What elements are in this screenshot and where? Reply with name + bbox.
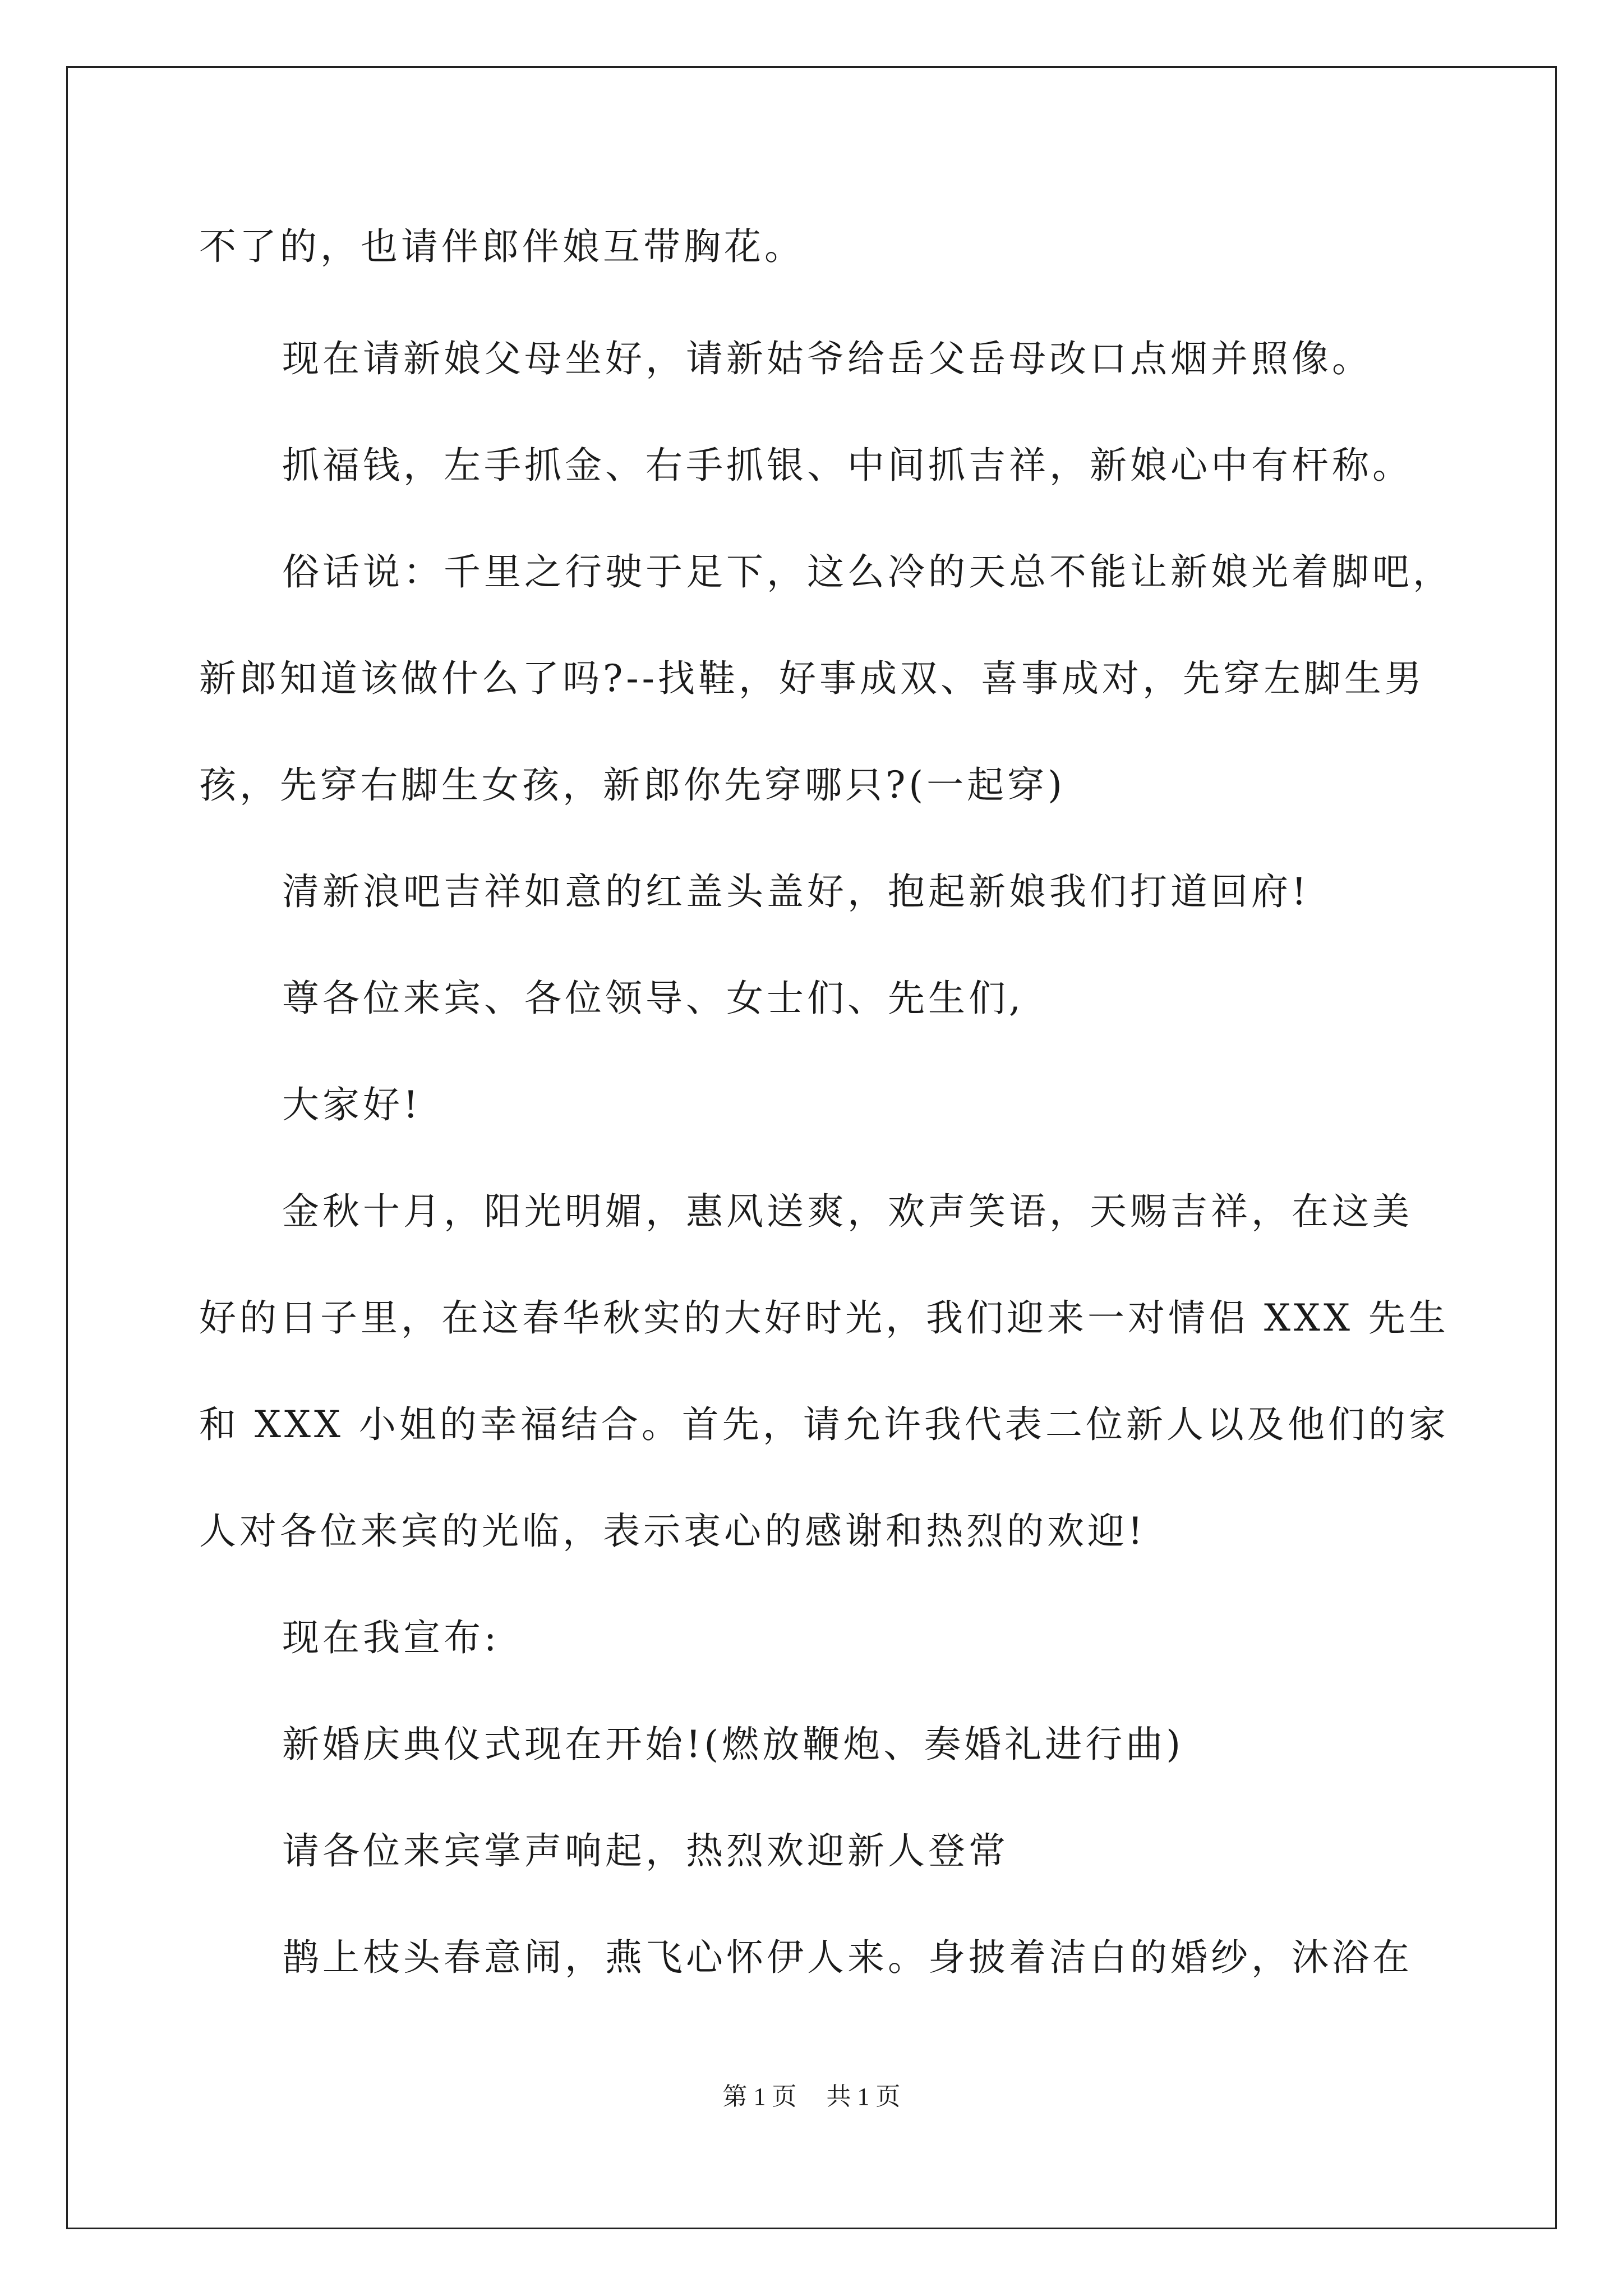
text-line: 鹊上枝头春意闹，燕飞心怀伊人来。身披着洁白的婚纱，沐浴在 [282,1936,1413,1979]
page-footer [0,2081,1623,2113]
text-line: 现在请新娘父母坐好，请新姑爷给岳父岳母改口点烟并照像。 [282,337,1372,380]
text-line: 不了的，也请伴郎伴娘互带胸花。 [199,225,805,268]
text-line: 人对各位来宾的光临，表示衷心的感谢和热烈的欢迎! [199,1510,1146,1553]
page-border [66,66,1557,2229]
text-line: 俗话说：千里之行驶于足下，这么冷的天总不能让新娘光着脚吧， [282,550,1453,593]
text-line: 现在我宣布: [282,1616,500,1659]
page-total: 共 1 页 [826,2083,901,2110]
text-line: 金秋十月，阳光明媚，惠风送爽，欢声笑语，天赐吉祥，在这美 [282,1190,1413,1233]
page-number: 第 1 页 [722,2083,797,2110]
text-line: 清新浪吧吉祥如意的红盖头盖好，抱起新娘我们打道回府! [282,870,1310,913]
text-line: 新婚庆典仪式现在开始!(燃放鞭炮、奏婚礼进行曲) [282,1723,1184,1766]
text-line: 新郎知道该做什么了吗?--找鞋，好事成双、喜事成对，先穿左脚生男 [199,657,1425,700]
text-line: 请各位来宾掌声响起，热烈欢迎新人登常 [282,1829,1009,1872]
text-line: 抓福钱，左手抓金、右手抓银、中间抓吉祥，新娘心中有杆称。 [282,444,1413,487]
text-line: 尊各位来宾、各位领导、女士们、先生们, [282,977,1024,1020]
text-line: 和 XXX 小姐的幸福结合。首先，请允许我代表二位新人以及他们的家 [199,1403,1449,1446]
text-line: 好的日子里，在这春华秋实的大好时光，我们迎来一对情侣 XXX 先生 [199,1296,1449,1340]
text-line: 孩，先穿右脚生女孩，新郎你先穿哪只?(一起穿) [199,763,1066,807]
text-line: 大家好! [282,1083,422,1126]
